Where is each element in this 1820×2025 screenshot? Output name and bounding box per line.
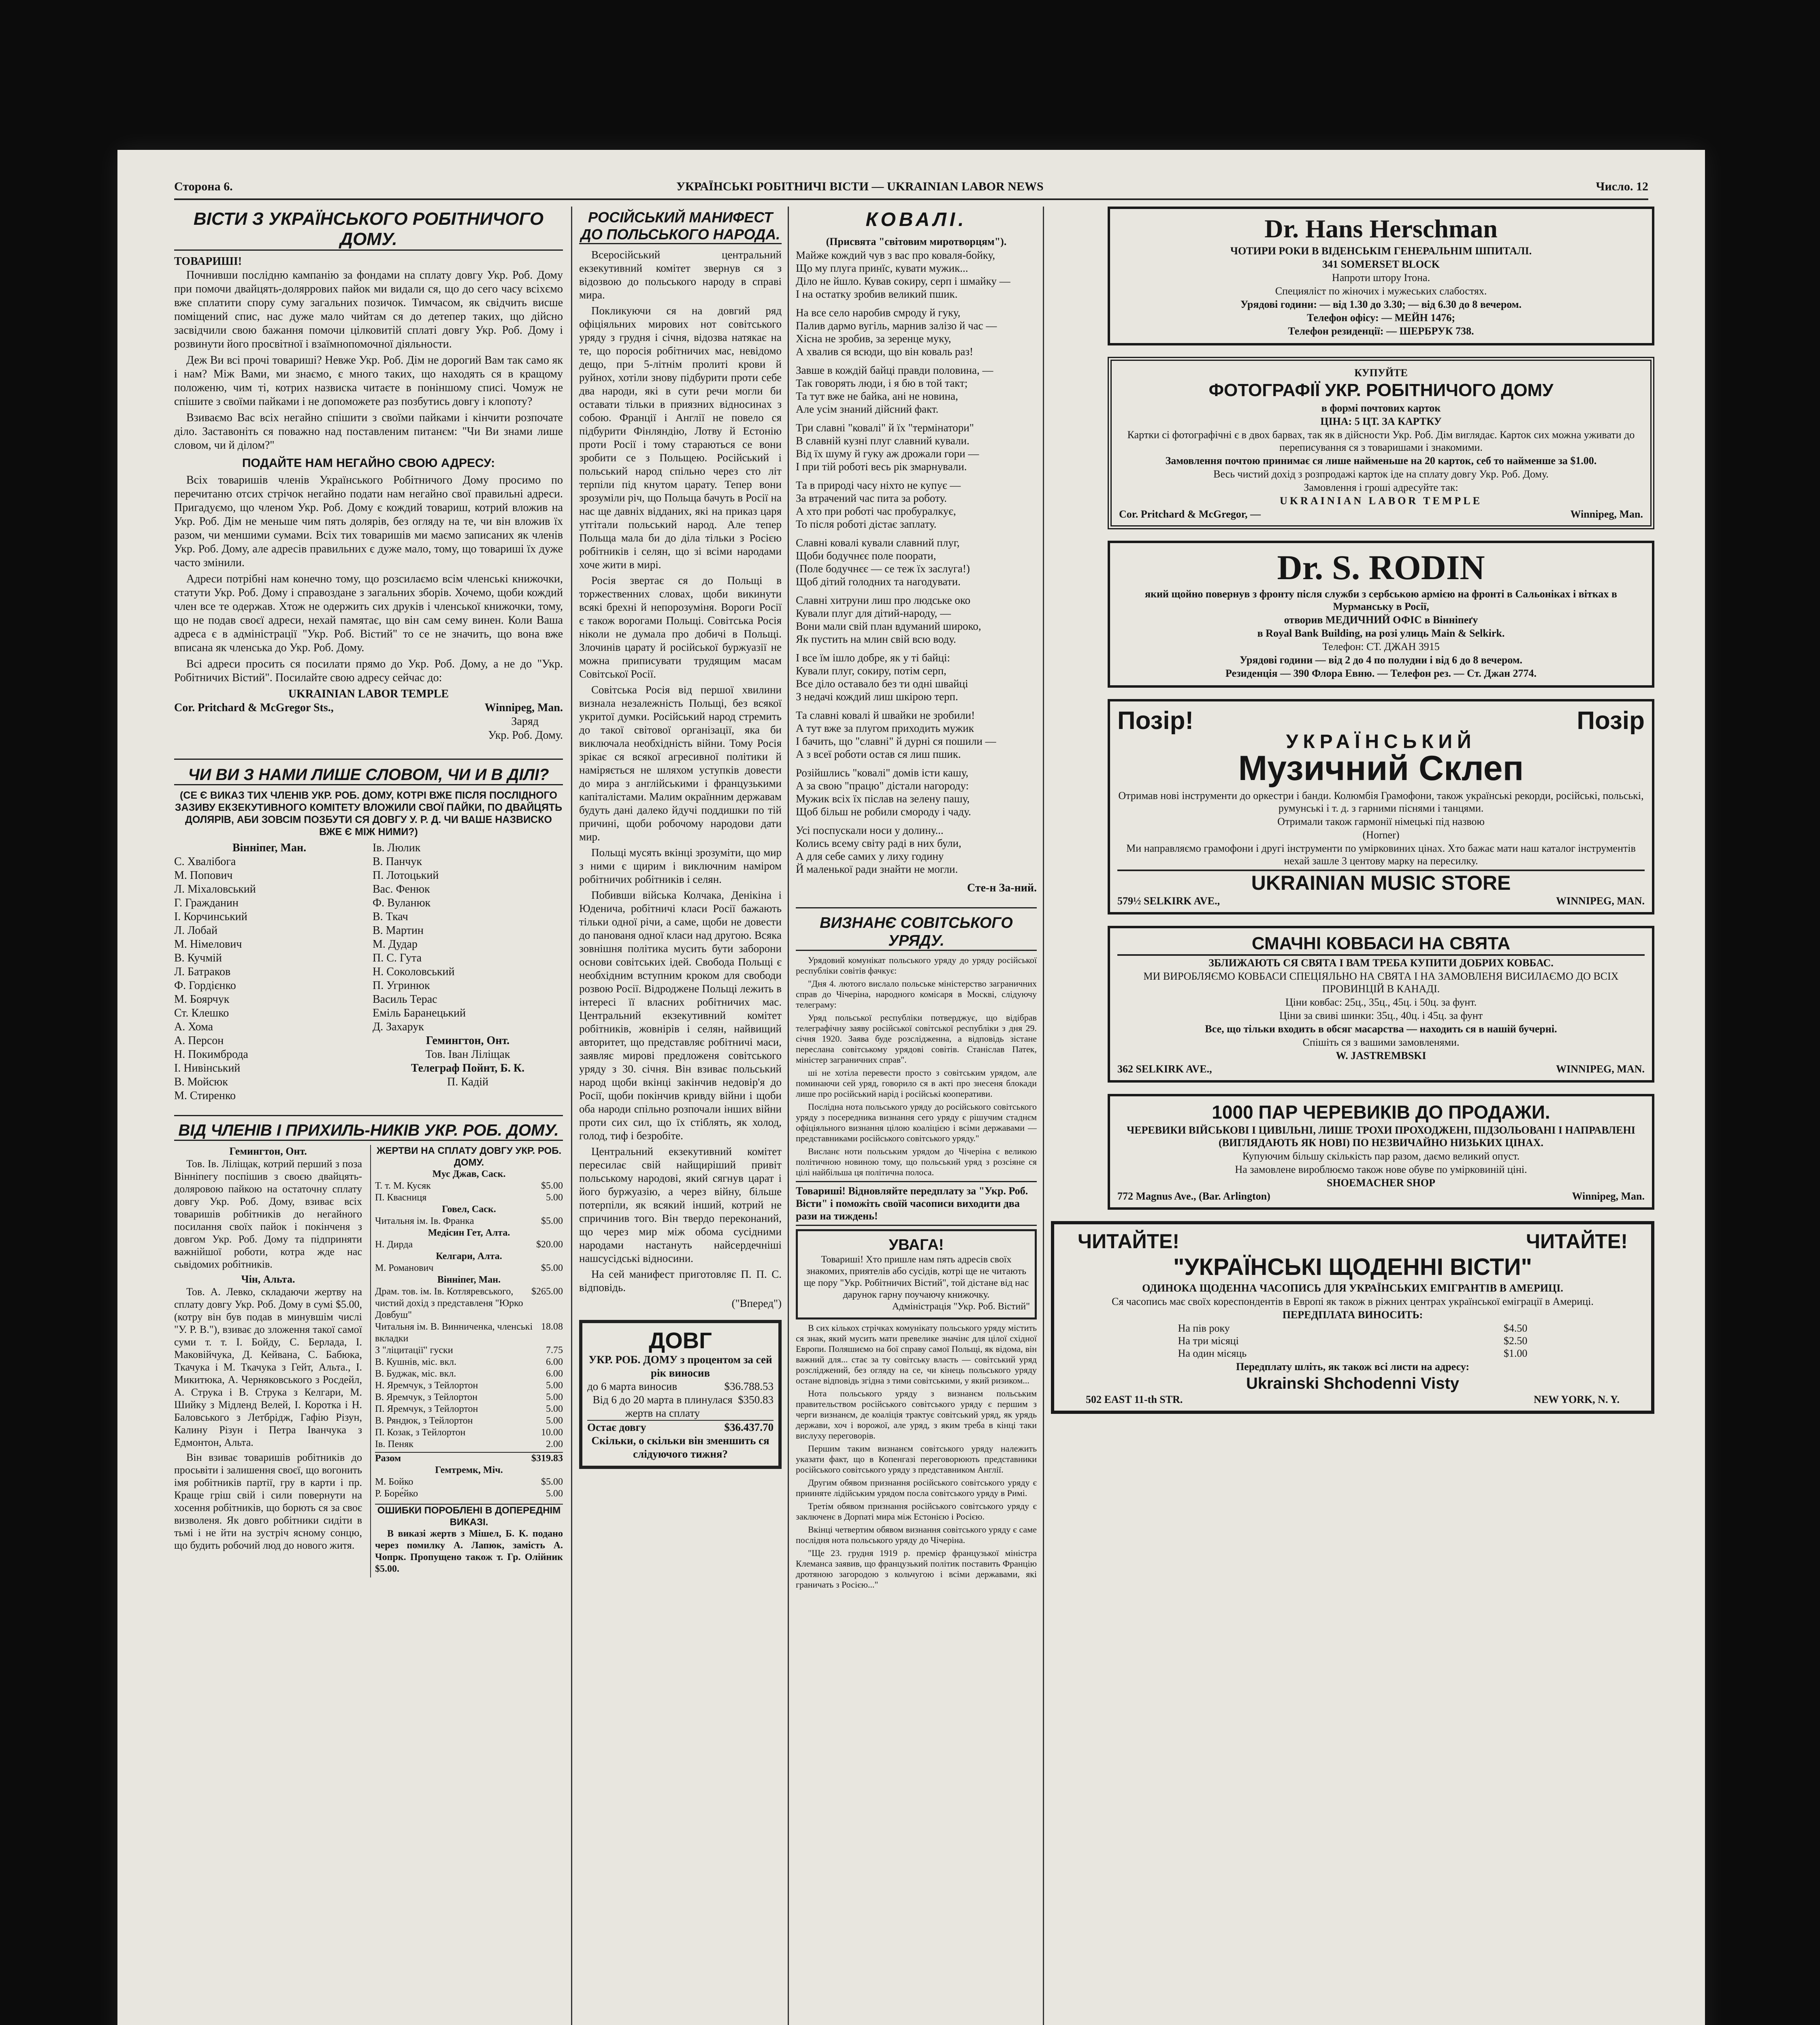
member-name: Ф. Гордієнко: [174, 979, 236, 992]
debt-rows: [587, 1380, 774, 1420]
debt-question: Скільки, о скільки він зменшить ся слідуючого тижня?: [591, 1435, 769, 1460]
paragraph: Побивши війська Колчака, Денікіна і Юденича, робітничі класи Росії бажають тільки одної річи, а саме, щоби не довести до панованя одної класи над другою. Всяка зовнішня політика мусить бути заборони основи совітських ідей. Свобода Польщі є необхідним вступним кроком для свободи розвою Росії. Відроджене Польщі лежить в інтересі її власних робітничих мас. Центральний екзекутивний комітет робітників, жовнірів і селян, найвищий авторитет, що представляє робітничі маси, заявляє мирові предложеня совітського уряду з 30. січня. Він взиває польський народ щоби вкінці закінчив недовір'я до Росії, щоби покінчив кривду війни і щоби оба народи спільно розпочали інших війни проти сих сил, що їх стіблять, як холод, голод, тиф і безробіте.: [579, 889, 782, 1142]
row-label: На три місяці: [1178, 1335, 1239, 1347]
source: ("Вперед"): [731, 1297, 782, 1309]
section-title: ВІД ЧЛЕНІВ І ПРИХИЛЬ-НИКІВ УКР. РОБ. ДОМУ.: [174, 1115, 563, 1141]
member-name: В. Мойсюк: [174, 1076, 228, 1088]
member-name: А. Хома: [174, 1021, 213, 1033]
poem-line: Та в природі часу ніхто не купує —: [796, 479, 961, 491]
row-label: Р. Боре́йко: [375, 1488, 418, 1499]
names-left: [174, 855, 364, 1103]
row-label: Т. т. М. Кусяк: [375, 1181, 431, 1191]
paragraph: Всіх товаришів членів Українського Робітничого Дому просимо по перечитаню отсих стрічок негайно подати нам негайно свої правильні адреси. Пригадуємо, що членом Укр. Роб. Дому є кождий товариш, котрий вложив на Укр. Роб. Дім не меньше чим пять долярів, без огляду на те, чи він вложив їх разом, чи меншими сумами. Всіх тих товаришів ми маємо записаних як членів Укр. Роб. Дому, але адресів правильних є дуже мало, тому, що товариші їх дуже часто змінили.: [174, 474, 563, 569]
member-name: П. Угринюк: [373, 979, 430, 992]
page-number: Сторона 6.: [174, 180, 233, 193]
donation-row: [375, 1476, 563, 1488]
address-name: UKRAINIAN LABOR TEMPLE: [288, 688, 449, 700]
poem-line: А для себе самих у лиху годину: [796, 850, 944, 862]
city-heading: Келгари, Алта.: [436, 1251, 502, 1262]
article-title: РОСІЙСЬКИЙ МАНИФЕСТ ДО ПОЛЬСЬКОГО НАРОДА.: [579, 209, 782, 244]
donations-list: [375, 1168, 563, 1450]
paragraph: На сей манифест приготовляє П. П. С. відповідь.: [579, 1268, 782, 1294]
donations-list: [375, 1476, 563, 1500]
poem-line: І на остатку зробив великий пшик.: [796, 288, 958, 300]
row-label: Читальня ім. Ів. Франка: [375, 1216, 474, 1226]
row-amount: $5.00: [541, 1181, 563, 1191]
city-heading: Мус Джав, Саск.: [432, 1169, 506, 1179]
poem-line: А за свою "працю" дістали нагороду:: [796, 780, 969, 792]
row-label: Ів. Пеняк: [375, 1439, 413, 1449]
poem-author: Сте-н За-ний.: [967, 882, 1037, 894]
names-right: [373, 841, 563, 1034]
poem-line: То після роботі дістає заплату.: [796, 518, 937, 530]
poem-line: Три славні "ковалі" й їх "термінатори": [796, 422, 974, 434]
poem-line: Вони мали свій план вдуманий широко,: [796, 620, 981, 632]
column-3: [796, 207, 1037, 2025]
member-name: М. Німелович: [174, 938, 242, 951]
issue-number: Число. 12: [1596, 180, 1648, 193]
poem-title: КОВАЛІ.: [865, 209, 967, 230]
poem-line: З недачі кождий лиш шкірою терп.: [796, 691, 958, 703]
member-name: П. Лотоцький: [373, 869, 439, 882]
poem-line: Щоб дітий голодних та нагодувати.: [796, 576, 961, 588]
row-label: М. Романович: [375, 1263, 434, 1273]
paragraph: Росія звертає ся до Польщі в торжественних словах, щоби викинути всякі брехні й непорозуміня. Вороги Росії є також ворогами Польщі. Совітська Росія ніколи не думала про добичі в Польщі. Злочинів царату й російської буржуазії не можна приписувати трудящим масам Совітської Росії.: [579, 574, 782, 680]
poem-line: Колись всему світу раді в них були,: [796, 837, 961, 849]
row-amount: 5.00: [546, 1380, 563, 1391]
member-name: Вас. Фенюк: [373, 883, 430, 895]
row-label: В. Яремчук, з Тейлортон: [375, 1392, 477, 1403]
poem-stanza: [796, 421, 1037, 473]
poem-line: Завше в кождій байці правди половина, —: [796, 364, 993, 376]
poem-line: Так говорять люди, і я бю в той такт;: [796, 377, 968, 389]
ad-shoes: 1000 ПАР ЧЕРЕВИКІВ ДО ПРОДАЖИ. ЧЕРЕВИКИ ВІЙСЬКОВІ І ЦИВІЛЬНІ, ЛИШЕ ТРОХИ ПРОХОДЖЕНІ, ПІДЗОЛЬОВАНІ І НАПРАВЛЕНІ (ВИГЛЯДАЮТЬ ЯК НОВІ) ПО НЕЗВИЧАЙНО НИЗЬКИХ ЦІНАХ. Купуючим більшу скількість пар разом, даємо великий опуст. На замовлене вироблюємо також нове обуве по умірковиній ціні. SHOEMACHER SHOP 772 Magnus Ave., (Bar. Arlington) Winnipeg, Man.: [1108, 1094, 1654, 1210]
member-name: Ст. Клешко: [174, 1007, 229, 1019]
member-name: Еміль Баранецький: [373, 1007, 466, 1019]
member-name: М. Боярчук: [174, 993, 230, 1006]
row-amount: 5.00: [546, 1192, 563, 1203]
member-name: В. Панчук: [373, 855, 422, 868]
row-label: Драм. тов. ім. Ів. Котляревського, чистий дохід з представленя "Юрко Довбуш": [375, 1286, 523, 1320]
member-name: Ф. Вуланюк: [373, 897, 431, 909]
donation-row: [375, 1286, 563, 1321]
paragraph: Адреси потрібні нам конечно тому, що розсилаємо всім членські книжочки, статути Укр. Роб. Дому і справоздане з загальних зборів. Хочемо, щоби кождий член все те одержав. Хтож не одержить сих друків і членської книжочки, тому, що не подав своєї адреси, нехай памятає, що він сам сему винен. Коли Ваша адреса є в адміністрації "Укр. Роб. Вістий" то се не значить, що вона вже вписана як членська до Укр. Роб. Дому.: [174, 573, 563, 654]
city-heading: Вінніпег, Ман.: [437, 1275, 501, 1285]
ad-photo-cards: КУПУЙТЕ ФОТОГРАФІЇ УКР. РОБІТНИЧОГО ДОМУ в формі почтових карток ЦІНА: 5 ЦТ. ЗА КАРТКУ Картки сі фотографічні є в двох барвах, так як в дійсности Укр. Роб. Дім виглядає. Карток сих можна уживати до переписування ся з товаришами і знакомими. Замовлення почтою принимає ся лише найменьше на 20 карток, себ то найменше за $1.00. Весь чистий дохід з розпродажі карток іде на сплату довгу Укр. Роб. Дому. Замовлення і гроші адресуйте так: UKRAINIAN LABOR TEMPLE Cor. Pritchard & McGregor, — Winnipeg, Man.: [1108, 357, 1654, 529]
column-2: [579, 207, 782, 2025]
poem-stanza: [796, 249, 1037, 301]
donations-total: Разом $319.83: [375, 1452, 563, 1464]
row-amount: 6.00: [546, 1357, 563, 1367]
member-name: М. Стиренко: [174, 1089, 236, 1102]
poem-line: Але усім знаний дійсний факт.: [796, 403, 939, 415]
row-amount: $2.50: [1503, 1335, 1528, 1347]
member-name: І. Корчинський: [174, 910, 247, 923]
member-name: М. Попович: [174, 869, 233, 882]
member-name: В. Ткач: [373, 910, 408, 923]
column-rule: [1043, 207, 1044, 2025]
row-amount: $4.50: [1503, 1322, 1528, 1334]
poem-line: І при тій роботі весь рік змарнували.: [796, 460, 967, 473]
member-name: Ів. Люлик: [373, 842, 421, 854]
donation-row: [375, 1192, 563, 1204]
row-amount: 7.75: [546, 1345, 563, 1356]
row-amount: 5.00: [546, 1488, 563, 1499]
donation-row: [375, 1239, 563, 1251]
row-amount: $265.00: [531, 1286, 563, 1297]
poem-line: Палив дармо вугіль, марнив залізо й час —: [796, 320, 997, 332]
address-street: Cor. Pritchard & McGregor Sts.,: [174, 701, 334, 714]
city-heading: Телеграф Пойнт, Б. К.: [411, 1062, 525, 1074]
paragraph: Деж Ви всі прочі товариші? Невже Укр. Роб. Дім не дорогий Вам так само як і нам? Між Вами, ми знаємо, є много таких, що находять ся в кращому положеню, чим ті, котрих назвиска читаєте в поніншому списі. Чомуж не спішите з своїми пайками і не допоможете раз позбутись довгу і клопоту?: [174, 354, 563, 408]
city-heading: Вінніпег, Ман.: [232, 842, 307, 854]
member-list: [174, 841, 563, 1103]
row-amount: $20.00: [536, 1239, 563, 1250]
ads-column: [1051, 207, 1658, 2025]
ad-music-store: Позір! Позір УКРАЇНСЬКИЙ Музичний Склеп Отримав нові інструменти до оркестри і банди. Колюмбія Грамофони, також українські рекорди, російські, польські, румунські і т. д. з гарними піснями і танцями. Отримали також гармонії німецькі під назвою (Horner) Ми направляємо грамофони і другі інструменти по умірковиних цінах. Хто бажає мати наш каталог інструментів нехай зашле 3 центову марку на пересилку. UKRAINIAN MUSIC STORE 579½ SELKIRK AVE., WINNIPEG, MAN.: [1108, 699, 1654, 914]
row-label: Читальня ім. В. Винниченка, членські вкладки: [375, 1322, 533, 1344]
price-row: [1178, 1347, 1528, 1360]
debt-subtitle: УКР. РОБ. ДОМУ з процентом за сей рік виносив: [588, 1354, 772, 1379]
column-rule: [571, 207, 572, 2025]
attention-sign: Адміністрація "Укр. Роб. Вістий": [892, 1301, 1030, 1312]
address-city: Winnipeg, Man.: [484, 701, 563, 714]
section-subtitle: (СЕ Є ВИКАЗ ТИХ ЧЛЕНІВ УКР. РОБ. ДОМУ, КОТРІ ВЖЕ ПІСЛЯ ПОСЛІДНОГО ЗАЗИВУ ЕКЗЕКУТИВНОГО КОМІТЕТУ ВЛОЖИЛИ СВОЇ ПАЙКИ, ПО ДВАЙЦЯТЬ ДОЛЯРІВ, АБИ ЗОВСІМ ПОЗБУТИ СЯ ДОВГУ У. Р. Д. ЧИ ВАШЕ НАЗВИСКО ВЖЕ Є МІЖ НИМИ?): [175, 790, 563, 838]
row-amount: $5.00: [541, 1263, 563, 1273]
poem-line: Як пустить на млин свій всю воду.: [796, 633, 956, 645]
column-1: [174, 207, 563, 2025]
member-name: С. Хвалібога: [174, 855, 236, 868]
row-amount: 5.00: [546, 1392, 563, 1403]
row-amount: $36.788.53: [724, 1380, 774, 1392]
poem-line: Кували плуг, сокиру, потім серп,: [796, 665, 946, 677]
contrib-section: [174, 1145, 563, 1577]
paragraph: Совітська Росія від першої хвилини визнала незалежність Польщі, без всякої укритої думки. Російський народ стремить до такої світової організації, яка би виключала необхідність війни. Тому Росія зрікає ся всякої агресивної політики й наміряється не шляхом уступків довести до мира з англійськими і французькими капіталістами. Малим окраїнним державам будуть дані далеко йдучі поддишки по тій причині, щоби робочому народови дати мир.: [579, 684, 782, 843]
donations-title: ЖЕРТВИ НА СПЛАТУ ДОВГУ УКР. РОБ. ДОМУ.: [376, 1145, 562, 1168]
page-header: [174, 174, 1648, 200]
poem-line: А хто при роботі час пробуралкує,: [796, 505, 956, 517]
row-label: П. Яремчук, з Тейлортон: [375, 1404, 478, 1414]
row-amount: 5.00: [546, 1415, 563, 1426]
poem-line: Все діло оставало без ти одні швайці: [796, 678, 968, 690]
poem-stanza: [796, 364, 1037, 416]
column-rule: [788, 207, 789, 2025]
row-label: П. Козак, з Тейлортон: [375, 1427, 466, 1438]
recognition-article: Урядовий комунікат польського уряду до уряду російської республіки совітів фачкує: "Дня 4. лютого вислало польське міністерство заграничних справ до Чічеріна, народного комісаря в Москві, слідуючу телеграму: Уряд польської республіки потверджує, що відібрав телеграфічну заяву російської совітської республіки з дня 29. січня 1920. Заява буде розслідженна, а відповідь зістане переслана совітському урядові совітів. Станіслав Патек, міністер заграничних справ". ші не хотіла перевести просто з совітським урядом, але поминаючи сей уряд, говорило ся в акті про знесеня блокади лише про російський нарід і російські кооперативи. Послідна нота польського уряду до російського совітського уряду з посередника визнання сего уряду є рішучим стаднєм офіціяльного визнання цілою коаліцією і всіми державами — представниками російського совітського уряду." Висланє ноти польським урядом до Чічеріна є великою політичною новиною тому, що польський уряд з розсіяне ся цілі найбільша ця політична полоса. Товариші! Відновляйте передплату за "Укр. Роб. Вісти" і поможіть своїй часописи виходити два рази на тиждень! УВАГА! Товариші! Хто пришле нам пять адресів своїх знакомих, приятелів або сусідів, котрі ще не читають ще пору "Укр. Робітничих Вістий", той дістане від нас дарунок гарну поучаючу книжочку. Адміністрація "Укр. Роб. Вістий" В сих кількох стрічках комунікату польського уряду містить ся знак, який мусить мати превелике значінє для цілої східної Европи. Поляшиємо на бої справу самої Польщі, як відома, він важний для... стає за ту совітську власть — совітський уряд розсліджений, без огляду на се, чи кінець польського уряду остане відповідь згідна з тими совітськими, у який ризиком... Нота польського уряду з визнанєм польським правительством російського совітського уряду є першим з черги визнанєм, де коаліція трактує совітський уряд, як урядь держави, хоч і ворожої, але уряд, з яким треба в кінці таки вислуху переговорів. Першим таким визнанєм совітського уряду належить указати факт, що в Копенгазі переговорюють представники російського совітського уряду з представником Англії. Другим обявом признання російського совітського уряду є прииняте лідійським урядом посла совітського уряду в Римі. Третім обявом признання російського совітського уряду є заключенє в Дорпаті мира між Естонією і Росією. Вкінці четвертим обявом визнання совітського уряду є саме послідня нота польського уряду до Чічеріна. "Ще 23. грудня 1919 р. премієр французької міністра Клеманса заявив, що французький політик поставить Францію дротяною загородою з кольчугою і всіми державами, які граничать з Росією...": [796, 955, 1037, 1590]
row-amount: $5.00: [541, 1216, 563, 1226]
masthead: УКРАЇНСЬКІ РОБІТНИЧІ ВІСТИ — UKRAINIAN LABOR NEWS: [676, 180, 1044, 193]
donation-row: [375, 1439, 563, 1450]
row-amount: 10.00: [541, 1427, 563, 1438]
debt-row: [587, 1380, 774, 1393]
errata-title: ОШИБКИ ПОРОБЛЕНІ В ДОПЕРЕДНІМ ВИКАЗІ.: [375, 1504, 563, 1528]
ad-sausage: СМАЧНІ КОВБАСИ НА СВЯТА ЗБЛИЖАЮТЬ СЯ СВЯТА І ВАМ ТРЕБА КУПИТИ ДОБРИХ КОВБАС. МИ ВИРОБЛЯЄМО КОВБАСИ СПЕЦІЯЛЬНО НА СВЯТА І НА ЗАМОВЛЕНЯ ВИСИЛАЄМО ДО ВСІХ ПРОВИНЦІЙ В КАНАДІ. Ціни ковбас: 25ц., 35ц., 45ц. і 50ц. за фунт. Ціни за свиві шинки: 35ц., 40ц. і 45ц. за фунт Все, що тільки входить в обсяг масарства — находить ся в нашій бучерні. Спішіть ся з вашими замовленями. W. JASTREMBSKI 362 SELKIRK AVE., WINNIPEG, MAN.: [1108, 926, 1654, 1083]
row-label: На пів року: [1178, 1322, 1230, 1334]
signature: Укр. Роб. Дому.: [488, 729, 563, 742]
member-name: Василь Терас: [373, 993, 437, 1006]
poem-line: Що му плуга принїс, кувати мужик...: [796, 262, 968, 274]
poem-stanza: [796, 594, 1037, 646]
paragraph: Тов. Ів. Ліліщак, котрий перший з поза Вінніпегу поспішив з своєю двайцять-доляровою пайкою на остаточну сплату довгу Укр. Роб. Дому, взиває всіх товаришів робітників до негайного посилання своїх пайок і покінченя з довгом Укр. Роб. Дому та підприняти важнійшої роботи, котра жде нас сьвідомих робітників.: [174, 1158, 362, 1270]
article-title: ВІСТИ З УКРАЇНСЬКОГО РОБІТНИЧОГО ДОМУ.: [174, 209, 563, 251]
row-label: М. Бойко: [375, 1477, 413, 1487]
member-name: Л. Міхаловський: [174, 883, 256, 895]
member-name: Д. Захарук: [373, 1021, 424, 1033]
row-label: В. Буджак, міс. вкл.: [375, 1368, 456, 1379]
member-name: М. Дудар: [373, 938, 418, 951]
poem-line: Діло не йшло. Кував сокиру, серп і шмайку —: [796, 275, 1010, 287]
poem-line: В славній кузні плуг славний кували.: [796, 435, 970, 447]
donation-row: [375, 1368, 563, 1380]
poem-line: Майже кождий чув з вас про коваля-бойку,: [796, 249, 995, 261]
city-heading: Гемингтон, Онт.: [229, 1145, 307, 1157]
row-amount: 5.00: [546, 1404, 563, 1414]
subscription-prices: [1178, 1322, 1528, 1360]
member-name: П. Кадій: [447, 1076, 488, 1088]
poem-line: Славні ковалі кували славний плуг,: [796, 537, 960, 549]
address-line: [174, 701, 563, 715]
attention-box: [796, 1229, 1037, 1319]
donation-row: [375, 1321, 563, 1345]
row-amount: $5.00: [541, 1477, 563, 1487]
poem-line: Щоби бодучнєє поле поорати,: [796, 550, 936, 562]
donation-row: [375, 1415, 563, 1427]
donation-row: [375, 1345, 563, 1356]
donation-row: [375, 1356, 563, 1368]
poem-stanza: [796, 651, 1037, 703]
row-label: до 6 марта виносив: [587, 1380, 678, 1392]
member-name: П. С. Гута: [373, 952, 422, 964]
attention-text: Товариші! Хто пришле нам пять адресів своїх знакомих, приятелів або сусідів, котрі ще не читають ще пору "Укр. Робітничих Вістий", той дістане від нас дарунок гарну поучаючу книжочку.: [803, 1254, 1029, 1300]
city-heading: Гемингтон, Онт.: [426, 1034, 510, 1047]
poem-stanza: [796, 824, 1037, 876]
poem-line: (Поле бодучнєє — се теж їх заслуга!): [796, 563, 970, 575]
row-label: Н. Яремчук, з Тейлортон: [375, 1380, 478, 1391]
poem-line: А з всеї роботи остав ся лиш пшик.: [796, 748, 961, 760]
poem-stanza: [796, 306, 1037, 358]
poem-line: Від їх шуму й гуку аж дрожали гори —: [796, 448, 979, 460]
price-row: [1178, 1334, 1528, 1347]
row-label: В. Ряндюк, з Тейлортон: [375, 1415, 473, 1426]
ad-daily-news: ЧИТАЙТЕ! ЧИТАЙТЕ! "УКРАЇНСЬКІ ЩОДЕННІ ВІСТИ" ОДИНОКА ЩОДЕННА ЧАСОПИСЬ ДЛЯ УКРАЇНСЬКИХ ЕМІГРАНТІВ В АМЕРИЦІ. Ся часопись має своїх кореспондентів в Европі як також в ріжних центрах української еміграції в Америці. ПЕРЕДПЛАТА ВИНОСИТЬ: На пів року $4.50 На три місяці $2.50 На один місяць $1.00 Передплату шліть, як також всі листи на адресу: Ukrainski Shchodenni Visty 502 EAST 11-th STR. NEW YORK, N. Y.: [1051, 1221, 1654, 1414]
ad-rodin: Dr. S. RODIN який щойно повернув з фронту після служби з сербською армією на фронті в Сальоніках і вітках в Мурманську в Росії, отворив МЕДИЧНИЙ ОФІС в Вінніпеґу в Royal Bank Building, на розі улиць Main & Selkirk. Телефон: СТ. ДЖАН 3915 Урядові години — від 2 до 4 по полудни і від 6 до 8 вечером. Резиденція — 390 Флора Евню. — Телефон рез. — Ст. Джан 2774.: [1108, 541, 1654, 688]
poem-line: А тут вже за плугом приходить мужик: [796, 722, 974, 734]
poem-line: На все село наробив смроду й гуку,: [796, 307, 961, 319]
donation-row: [375, 1180, 563, 1192]
donation-row: [375, 1488, 563, 1500]
poem-line: Кували плуг для дітий-народу, —: [796, 607, 951, 619]
section-title: ВИЗНАНЄ СОВІТСЬКОГО УРЯДУ.: [796, 907, 1037, 951]
donation-row: [375, 1262, 563, 1274]
member-name: В. Кучмій: [174, 952, 222, 964]
debt-title: ДОВГ: [649, 1328, 712, 1353]
paragraph: Почнивши послідню кампанію за фондами на сплату довгу Укр. Роб. Дому при помочи двайцять-доляррових пайок ми видали ся, що до сего часу всіхємо вже сплатити спору суму загальних позичок. Тимчасом, як свідчить висше поміщений спис, нас дуже мало чийтам ся до детепер таких, що дійсно засвідчили свою бажання помочи цілковитій сплаті довгу Укр. Роб. Дому і розвинути його просвітної і взаїмнопомочної діяльности.: [174, 269, 563, 350]
row-amount: $1.00: [1503, 1347, 1528, 1359]
city-heading: Гемтремк, Міч.: [435, 1465, 503, 1475]
city-heading: Медісин Гет, Алта.: [428, 1228, 510, 1238]
row-label: В. Кушнів, міс. вкл.: [375, 1357, 457, 1367]
paragraph: Покликуючи ся на довгий ряд офіціяльних мирових нот совітського уряду з грудня і січня, відозва натякає на те, що поросія робітничих мас, невідомо дещо, при 5-літнім пролиті крови й руйнох, хотіли знову підбурити проти себе два народи, які в сути речи могли би оставати тільки в приязних відносинах з собою. Франції і Англії не повело ся підбурити Фінляндію, Лотву й Естонію проти Росії і тому стараються се вони зробити се з Польщею. Російський і польський народ спільно через сто літ терпіли під кнутом царату. Тепер вони зрозуміли річ, що Польща бачуть в Росії на нас ще давніх відданих, які на приказ царя утгітали польський народ. Але тепер Польща мала би до діла тільки з Росією робітників і селян, що зі всіми народами хоче жити в мирі.: [579, 305, 782, 571]
row-label: З "ліцитації" гуски: [375, 1345, 453, 1356]
poem-line: Щоб більш не робили смороду і чаду.: [796, 806, 971, 818]
renewal-notice: Товариші! Відновляйте передплату за "Укр. Роб. Вісти" і поможіть своїй часописи виходити два рази на тиждень!: [796, 1181, 1037, 1226]
newspaper-page: [117, 150, 1705, 2025]
city-heading: Чін, Альта.: [241, 1273, 295, 1285]
member-name: Л. Лобай: [174, 924, 217, 937]
paragraph: Центральний екзекутивний комітет пересилає свій найщиріший привіт польському народові, який сягнув царат і його буржуазію, а через війну, більше потерпіли, як всякий інший, котрий не спричинив того. Він твердо переконаний, що через мир між обома сусідними народами настануть найсердечніші нашсусідські відносини.: [579, 1145, 782, 1264]
price-row: [1178, 1322, 1528, 1334]
section-title: ЧИ ВИ З НАМИ ЛИШЕ СЛОВОМ, ЧИ И В ДІЛІ?: [174, 759, 563, 785]
member-name: Л. Батраков: [174, 966, 231, 978]
debt-row: [587, 1393, 774, 1420]
paragraph: Тов. А. Левко, складаючи жертву на сплату довгу Укр. Роб. Дому в сумі $5.00, (котру він був подав в минувшім числі "У. Р. В."), взиває до зложення такої самої суми т. т. І. Бойду, С. Берлада, І. Маковійчука, Д. Кейвана, С. Бабюка, Ткачука і М. Ткачука з Гейт, Альта., І. Микитюка, А. Черняковського з Росдейл, А. Струка і В. Струка з Келгари, М. Шийку з Мідленд Велей, І. Коротка і Н. Баловського з Летбрідж, Гафію Різун, Калину Різун і Петра Іванчука з Едмонтон, Альта.: [174, 1286, 362, 1448]
attention-title: УВАГА!: [889, 1236, 944, 1253]
poem-stanza: [796, 536, 1037, 588]
member-name: Н. Покимброда: [174, 1048, 248, 1061]
poem-body: [796, 249, 1037, 876]
donation-row: [375, 1403, 563, 1415]
paragraph: Взиваємо Вас всіх негайно спішити з своїми пайками і кінчити розпочате діло. Заставоніть ся поважно над поставленим питанєм: "Чи Ви знами лише словом, чи й ділом?": [174, 411, 563, 452]
poem-dedication: (Присвята "світовим миротворцям").: [826, 236, 1007, 247]
poem-line: Мужик всіх їх післав на зелену пашу,: [796, 793, 970, 805]
poem-line: За втрачений час пита за роботу.: [796, 492, 947, 504]
paragraph: Всі адреси просить ся посилати прямо до Укр. Роб. Дому, а не до "Укр. Робітничих Вістий". Посилайте свою адресу сейчас до:: [174, 658, 563, 684]
poem-line: А хвалив ся всюди, що він коваль раз!: [796, 345, 974, 358]
member-name: А. Персон: [174, 1034, 224, 1047]
city-heading: Говел, Саск.: [442, 1204, 496, 1215]
member-name: Тов. Іван Ліліщак: [425, 1048, 510, 1061]
row-label: Н. Дирда: [375, 1239, 413, 1250]
poem-line: Хісна не зробив, за зеренце муку,: [796, 333, 951, 345]
member-name: В. Мартин: [373, 924, 424, 937]
row-amount: 2.00: [546, 1439, 563, 1449]
row-amount: 18.08: [541, 1322, 563, 1332]
debt-remaining: Остає довгу $36.437.70: [587, 1420, 774, 1434]
row-label: Від 6 до 20 марта в плинулася жертв на сплату: [592, 1394, 733, 1419]
poem-line: Та славні ковалі й швайки не зробили!: [796, 709, 975, 721]
poem-stanza: [796, 479, 1037, 531]
row-amount: $350.83: [738, 1394, 774, 1406]
member-name: І. Нивінський: [174, 1062, 241, 1074]
poem-line: Розійшлись "ковалі" домів істи кашу,: [796, 767, 969, 779]
ad-herschman: Dr. Hans Herschman ЧОТИРИ РОКИ В ВІДЕНСЬКІМ ГЕНЕРАЛЬНІМ ШПИТАЛІ. 341 SOMERSET BLOCK Напроти штору Ітона. Специяліст по жіночих і мужеських слабостях. Урядові години: — від 1.30 до 3.30; — від 6.30 до 8 вечером. Телефон офісу: — МЕЙН 1476; Телефон резиденції: — ШЕРБРУК 738.: [1108, 207, 1654, 345]
row-label: На один місяць: [1178, 1347, 1247, 1359]
errata-text: В виказі жертв з Мішел, Б. К. подано через помилку А. Лапюк, замість А. Чопрк. Пропущено також т. Гр. Олійник $5.00.: [375, 1528, 563, 1574]
donation-row: [375, 1215, 563, 1227]
debt-box: [579, 1320, 782, 1469]
section-heading: ПОДАЙТЕ НАМ НЕГАЙНО СВОЮ АДРЕСУ:: [242, 456, 495, 470]
poem-line: Славні хитруни лиш про людське око: [796, 594, 971, 606]
signature: Заряд: [511, 715, 539, 728]
donation-row: [375, 1427, 563, 1439]
paragraph: Польщі мусять вкінці зрозуміти, що мир з ними є щирим і виключним наміром робітничих робітників і селян.: [579, 846, 782, 885]
poem-line: Й маленької ради знайти не могли.: [796, 863, 958, 875]
member-name: Г. Гражданин: [174, 897, 239, 909]
donation-row: [375, 1380, 563, 1392]
member-name: Н. Соколовський: [373, 966, 455, 978]
row-amount: 6.00: [546, 1368, 563, 1379]
poem-stanza: [796, 709, 1037, 761]
paragraph: Він взиває товаришів робітників до просьвіти і залишення своєї, що вогонить імя робітників партії, гру в карти і пр. Краще гріш свій і сили повернути на хосення робітників, що борють ся за своє визволеня. Як довго робітники сидіти в тьмі і не йти на зустріч ясному сонцю, що будить робочий люд до нового житя.: [174, 1452, 362, 1551]
poem-stanza: [796, 766, 1037, 818]
poem-line: І бачить, що "славні" й дурні ся пошили —: [796, 735, 996, 747]
greeting: ТОВАРИШІ!: [174, 255, 242, 268]
poem-line: Та тут вже не байка, ані не новина,: [796, 390, 958, 402]
poem-line: Усі поспускали носи у долину...: [796, 824, 944, 836]
row-label: П. Квасниця: [375, 1192, 427, 1203]
donation-row: [375, 1392, 563, 1403]
poem-line: І все їм ішло добре, як у ті байці:: [796, 652, 950, 664]
paragraph: Всеросійський центральний екзекутивний комітет звернув ся з відозвою до польського народу в справі мира.: [579, 249, 782, 301]
